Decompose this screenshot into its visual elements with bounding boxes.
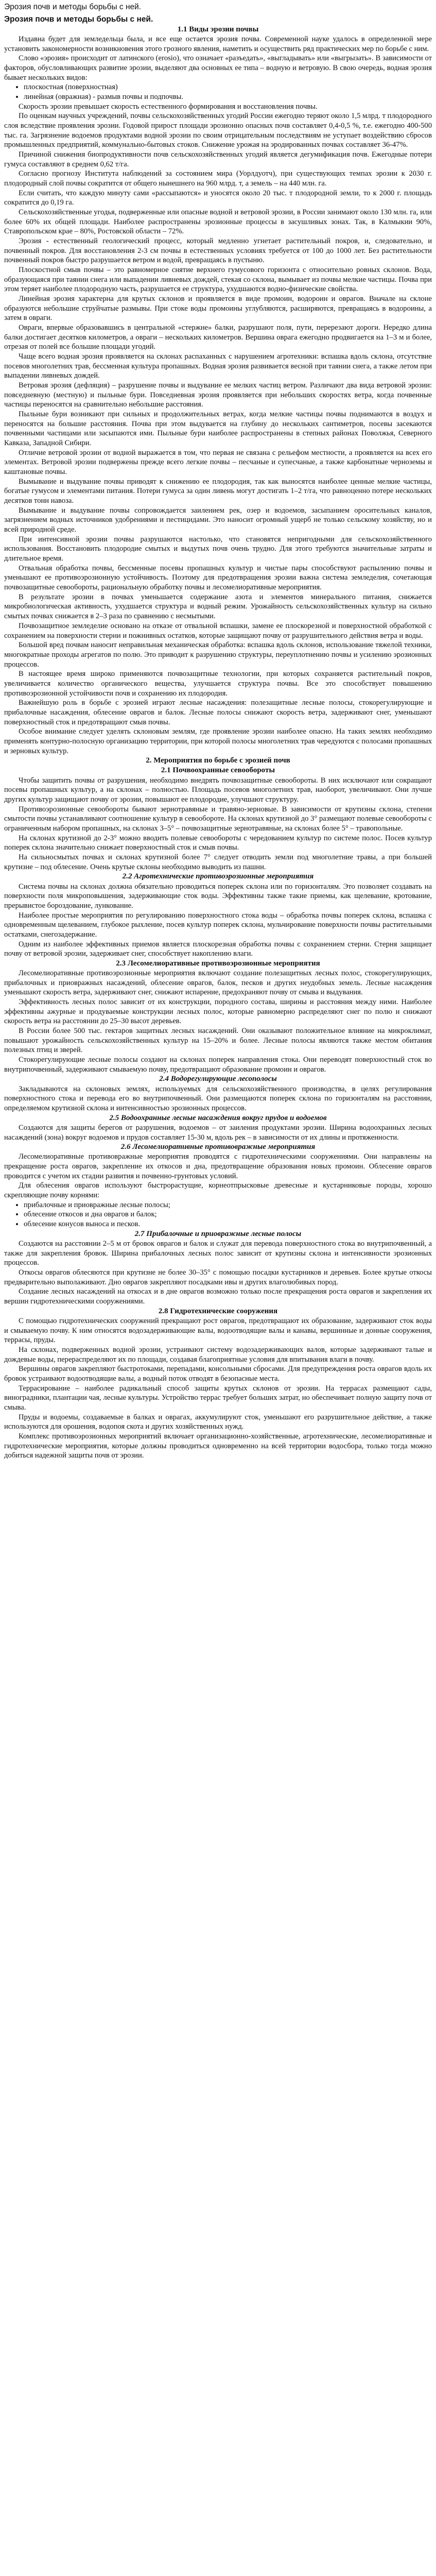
paragraph: Плоскостной смыв почвы – это равномерное снятие верхнего гумусового горизонта с относительно ровных склонов. Вода, образующаяся при таянии снега или выпадении ливневых дождей, стекая со склона, вымывает из почвы мелкие частицы. Почва при этом теряет наиболее плодородную часть, разрушается ее структура, ухудшаются водно-физические свойства. xyxy=(4,265,432,294)
paragraph: Откосы оврагов облесяются при крутизне не более 30–35° с помощью посадки кустарников и деревьев. Более крутые откосы предварительно выполаживают. Дно оврагов закрепляют посадками ивы и других влаголюбивых пород. xyxy=(4,1268,432,1286)
bullet-list xyxy=(4,82,432,101)
section-heading: 2.4 Водорегулирующие лесополосы xyxy=(159,1075,277,1083)
section-heading: 2.7 Прибалочные и приовражные лесные полосы xyxy=(134,1229,302,1238)
section-heading: 2.6 Лесомелиоративные противовражные мероприятия xyxy=(120,1143,316,1151)
paragraph: Одним из наиболее эффективных приемов является плоскорезная обработка почвы с сохранением стерни. Стерня защищает почву от ветровой эрозии, задерживает снег, способствует накоплению влаги. xyxy=(4,940,432,958)
paragraph: По оценкам научных учреждений, почвы сельскохозяйственных угодий России ежегодно теряют около 1,5 млрд. т плодородного слоя вследствие проявления эрозии. Годовой прирост площади эрозионно опасных почв составляет 0,4-0,5 %, т.е. ежегодно 400-500 тыс. га. Загрязнение водоемов продуктами водной эрозии по своим отрицательным последствиям не уступает воздействию сбросов промышленных предприятий, коммунально-бытовых стоков. Снижение урожая на эродированных почвах составляет 36-47%. xyxy=(4,112,432,149)
paragraph: Террасирование – наиболее радикальный способ защиты крутых склонов от эрозии. На террасах размещают сады, виноградники, плантации чая, лесные культуры. Устройство террас требует больших затрат, но обеспечивает полную защиту почв от смыва. xyxy=(4,1384,432,1412)
paragraph: Создание лесных насаждений на откосах и в дне оврагов возможно только после прекращения роста оврагов и закрепления их вершин гидротехническими сооружениями. xyxy=(4,1287,432,1306)
list-item: • облесение откосов и дна оврагов и балок; xyxy=(24,1210,432,1219)
paragraph: Причиной снижения биопродуктивности почв сельскохозяйственных угодий является дегумификация почв. Ежегодные потери гумуса составляют в среднем 0,62 т/га. xyxy=(4,150,432,168)
paragraph: Сельскохозяйственные угодья, подверженные или опасные водной и ветровой эрозии, в России занимают около 130 млн. га, или более 60% их общей площади. Наиболее распространены эрозионные процессы в засушливых зонах. Так, в Калмыкии 90%, Ставропольском крае – 80%, Ростовской области – 72%. xyxy=(4,208,432,236)
paragraph: Пруды и водоемы, создаваемые в балках и оврагах, аккумулируют сток, уменьшают его разрушительное действие, а также используются для орошения, водопоя скота и других хозяйственных нужд. xyxy=(4,1413,432,1431)
paragraph: Издавна будет для земледельца была, и все еще остается эрозия почва. Современной науке удалось в определенной мере установить закономерности возникновения этого грозного явления, наметить и осуществить ряд практических мер по борьбе с ним. xyxy=(4,35,432,53)
section-heading: 1.1 Виды эрозии почвы xyxy=(177,25,259,33)
paragraph: Чаще всего водная эрозия проявляется на склонах распаханных с нарушением агротехники: вспашка вдоль склона, отсутствие посевов многолетних трав, бессменная культура пропашных. Водная эрозия развивается весной при таянии снега, а также летом при выпадении ливневых дождей. xyxy=(4,352,432,380)
section-heading: 2.2 Агротехнические противоэрозионные мероприятия xyxy=(122,872,314,881)
paragraph: Стокорегулирующие лесные полосы создают на склонах поперек направления стока. Они переводят поверхностный сток во внутрипочвенный, задерживают смываемую почву, предотвращают образование промоин и оврагов. xyxy=(4,1056,432,1074)
section-heading: 2. Мероприятия по борьбе с эрозией почв xyxy=(146,756,290,765)
paragraph: Согласно прогнозу Института наблюдений за состоянием мира (Уорлдуотч), при существующих темпах эрозии к 2030 г. плодородный слой почвы сократится от общего нынешнего на 960 млрд. т, а земель – на 440 млн. га. xyxy=(4,170,432,188)
paragraph: Лесомелиоративные противоэрозионные мероприятия включают создание полезащитных лесных полос, стокорегулирующих, прибалочных и приовражных насаждений, облесение оврагов, балок, песков и других неудобных земель. Лесные насаждения уменьшают скорость ветра, задерживают снег, снижают испарение, предохраняют почву от смыва и выдувания. xyxy=(4,969,432,997)
section-heading: 2.8 Гидротехнические сооружения xyxy=(158,1307,278,1315)
paragraph: Отвальная обработка почвы, бессменные посевы пропашных культур и чистые пары способствуют распылению почвы и уменьшают ее противоэрозионную устойчивость. Поэтому для предотвращения эрозии важна система земледелия, сочетающая почвозащитные севообороты, рациональную обработку почвы и лесомелиоративные мероприятия. xyxy=(4,564,432,592)
page-title: Эрозия почв и методы борьбы с ней. xyxy=(4,3,142,11)
paragraph: Закладываются на склоновых землях, используемых для сельскохозяйственного производства, в целях регулирования поверхностного стока и перевода его во внутрипочвенный. Они размещаются поперек склона по горизонталям на расстоянии, определяемом крутизной склона и интенсивностью эрозионных процессов. xyxy=(4,1084,432,1112)
paragraph: Важнейшую роль в борьбе с эрозией играют лесные насаждения: полезащитные лесные полосы, стокорегулирующие и прибалочные насаждения, облесение оврагов и балок. Лесные полосы снижают скорость ветра, задерживают снег, уменьшают поверхностный сток и предотвращают смыв почвы. xyxy=(4,699,432,726)
paragraph: В настоящее время широко применяются почвозащитные технологии, при которых сохраняется растительный покров, увеличивается количество органического вещества, улучшается структура почвы. Все это способствует повышению противоэрозионной устойчивости почв и сохранению их плодородия. xyxy=(4,670,432,698)
paragraph: На склонах крутизной до 2-3° можно вводить полевые севообороты с чередованием культур по системе полос. Посев культур поперек склона значительно снижает поверхностный сток и смыв почвы. xyxy=(4,834,432,852)
list-item: • прибалочные и приовражные лесные полосы; xyxy=(24,1200,432,1210)
section-heading: 2.1 Почвоохранные севообороты xyxy=(161,766,275,775)
paragraph: Эрозия - естественный геологический процесс, который медленно угнетает растительный покров, и, следовательно, и почвенный покров. Для восстановления 2-3 см почвы в естественных условиях требуется от 100 до 1000 лет. Без растительности почвенный покров быстро разрушается ветром и водой, превращаясь в пустыню. xyxy=(4,236,432,265)
paragraph: В России более 500 тыс. гектаров защитных лесных насаждений. Они оказывают положительное влияние на микроклимат, повышают урожайность сельскохозяйственных культур на 15–20% и более. Лесные полосы являются также местом обитания полезных птиц и зверей. xyxy=(4,1027,432,1055)
section-heading: 2.5 Водоохранные лесные насаждения вокруг прудов и водоемов xyxy=(109,1113,327,1122)
paragraph: Эффективность лесных полос зависит от их конструкции, породного состава, ширины и расстояния между ними. Наиболее эффективны ажурные и продуваемые конструкции лесных полос, которые равномерно распределяют снег по полю и снижают скорость ветра на расстоянии до 25–30 высот деревьев. xyxy=(4,998,432,1026)
paragraph: Почвозащитное земледелие основано на отказе от отвальной вспашки, замене ее плоскорезной и поверхностной обработкой с сохранением на поверхности стерни и пожнивных остатков, которые защищают почву от разрушительного действия ветра и воды. xyxy=(4,621,432,640)
bullet-list xyxy=(4,1200,432,1229)
paragraph: При интенсивной эрозии почвы разрушаются настолько, что становятся непригодными для сельскохозяйственного использования. Восстановить плодородие смытых и выдутых почв очень трудно. Для этого требуются значительные затраты и длительное время. xyxy=(4,535,432,563)
paragraph: На сильносмытых почвах и склонах крутизной более 7° следует отводить земли под многолетние травы, а при большей крутизне – под облесение. Очень крутые склоны необходимо выводить из пашни. xyxy=(4,853,432,871)
page-subtitle: Эрозия почв и методы борьбы с ней. xyxy=(4,14,153,24)
paragraph: На склонах, подверженных водной эрозии, устраивают систему водозадерживающих валов, которые задерживают талые и дождевые воды, перераспределяют их по площади, создавая благоприятные условия для впитывания влаги в почву. xyxy=(4,1345,432,1364)
paragraph: Для облесения оврагов используют быстрорастущие, корнеотпрысковые древесные и кустарниковые породы, хорошо скрепляющие почву корнями: xyxy=(4,1181,432,1200)
paragraph: Лесомелиоративные противовражные мероприятия проводятся с гидротехническими сооружениями. Они направлены на прекращение роста оврагов, закрепление их откосов и дна, предотвращение образования новых промоин. Облесение оврагов проводится с учетом их стадии развития и почвенно-грунтовых условий. xyxy=(4,1153,432,1180)
document-body xyxy=(4,25,432,1461)
paragraph: Отличие ветровой эрозии от водной выражается в том, что первая не связана с рельефом местности, а проявляется на всех его элементах. Ветровой эрозии подвержены прежде всего легкие почвы – песчаные и супесчаные, а также карбонатные черноземы и каштановые почвы. xyxy=(4,448,432,477)
paragraph: Скорость эрозии превышает скорость естественного формирования и восстановления почвы. xyxy=(19,102,318,111)
paragraph: Овраги, впервые образовавшись в центральной «стержне» балки, разрушают поля, пути, перерезают дороги. Нередко длина балки достигает десятков километров, а овраги – нескольких километров. Вершина оврага ежегодно продвигается на 1–3 м и более, отрезая от полей все большие площади угодий. xyxy=(4,324,432,351)
section-heading: 2.3 Лесомелиоративные противоэрозионные мероприятия xyxy=(116,959,320,968)
paragraph: Чтобы защитить почвы от разрушения, необходимо внедрять почвозащитные севообороты. В них исключают или сокращают посевы пропашных культур, а на склонах – полностью. Площадь посевов многолетних трав, наоборот, увеличивают. Они лучше других культур защищают почву от эрозии, повышают ее плодородие, улучшают структуру. xyxy=(4,776,432,804)
paragraph: В результате эрозии в почвах уменьшается содержание азота и элементов минерального питания, снижается микробиологическая активность, ухудшается структура и водный режим. Урожайность сельскохозяйственных культур на сильно смытых почвах снижается в 2–3 раза по сравнению с несмытыми. xyxy=(4,592,432,621)
paragraph: Линейная эрозия характерна для крутых склонов и проявляется в виде промоин, водороин и оврагов. Вначале на склоне образуются небольшие струйчатые размывы. При стоке воды промоины углубляются, расширяются, превращаясь в водороины, а затем в овраги. xyxy=(4,294,432,323)
paragraph: Особое внимание следует уделять склоновым землям, где проявление эрозии наиболее опасно. На таких землях необходимо применять контурно-полосную организацию территории, при которой полосы многолетних трав чередуются с полосами пропашных и зерновых культур. xyxy=(4,727,432,755)
paragraph: Вымывание и выдувание почвы сопровождается заилением рек, озер и водоемов, засыпанием оросительных каналов, загрязнением водных источников удобрениями и пестицидами. Это наносит огромный ущерб не только сельскому хозяйству, но и всей природной среде. xyxy=(4,506,432,534)
paragraph: Слово «эрозия» происходит от латинского (erosio), что означает «разъедать», «выгладывать» или «выгрызать». В зависимости от факторов, обусловливающих развитие эрозии, выделяют два основных ее типа – водную и ветровую. В свою очередь, водная эрозия бывает нескольких видов: xyxy=(4,54,432,82)
paragraph: Система почвы на склонах должна обязательно проводиться поперек склона или по горизонталям. Это позволяет создавать на поверхности поля микроповышения, задерживающие сток воды. Эффективны также такие приемы, как щелевание, кротование, прерывистое бороздование, лункование. xyxy=(4,882,432,910)
list-item: • линейная (овражная) - размыв почвы и подпочвы. xyxy=(24,92,432,102)
paragraph: Создаются на расстоянии 2–5 м от бровок оврагов и балок и служат для перевода поверхностного стока во внутрипочвенный, а также для закрепления бровок. Ширина прибалочных лесных полос зависит от крутизны склона и интенсивности эрозионных процессов. xyxy=(4,1239,432,1267)
paragraph: Создаются для защиты берегов от разрушения, водоемов – от заиления продуктами эрозии. Ширина водоохранных лесных насаждений (зона) вокруг водоемов и прудов составляет 15-30 м, вдоль рек – в зависимости от их длины и протяженности. xyxy=(4,1123,432,1142)
paragraph: Наиболее простые мероприятия по регулированию поверхностного стока воды – обработка почвы поперек склона, вспашка с одновременным щелеванием, глубокое рыхление, посев культур поперек склона, мульчирование поверхности почвы растительными остатками, снегозадержание. xyxy=(4,911,432,939)
paragraph: Большой вред почвам наносит неправильная механическая обработка: вспашка вдоль склонов, использование тяжелой техники, многократные проходы агрегатов по полю. Это приводит к разрушению структуры, переуплотнению почвы и усилению эрозионных процессов. xyxy=(4,641,432,669)
list-item: • плоскостная (поверхностная) xyxy=(24,82,432,92)
paragraph: Вершины оврагов закрепляют быстротоками, перепадами, консольными сбросами. Для предупреждения роста оврагов вдоль их бровок устраивают водоотводящие валы, а водный поток отводят в безопасные места. xyxy=(4,1365,432,1383)
paragraph: Комплекс противоэрозионных мероприятий включает организационно-хозяйственные, агротехнические, лесомелиоративные и гидротехнические мероприятия, которые должны проводиться одновременно на всей территории водосбора, только тогда можно добиться надежной защиты почв от эрозии. xyxy=(4,1432,432,1460)
paragraph: Если считать, что каждую минуту сами «рассыпаются» и уносятся около 20 тыс. т плодородной земли, то к 2000 г. площадь сократится до 0,19 га. xyxy=(4,189,432,207)
paragraph: Вымывание и выдувание почвы приводят к снижению ее плодородия, так как выносятся наиболее ценные мелкие частицы, богатые гумусом и элементами питания. Потери гумуса за один ливень могут достигать 1–2 т/га, что равноценно потере нескольких десятков тонн навоза. xyxy=(4,477,432,505)
paragraph: Пыльные бури возникают при сильных и продолжительных ветрах, когда мелкие частицы почвы поднимаются в воздух и переносятся на большие расстояния. Почва при этом выдувается на глубину до нескольких сантиметров, посевы засекаются почвенными частицами или засыпаются ими. Пыльные бури наиболее распространены в степных районах Поволжья, Северного Кавказа, Западной Сибири. xyxy=(4,410,432,448)
paragraph: Ветровая эрозия (дефляция) – разрушение почвы и выдувание ее мелких частиц ветром. Различают два вида ветровой эрозии: повседневную (местную) и пыльные бури. Повседневная эрозия проявляется при небольших скоростях ветра, когда почвенные частицы переносятся на сравнительно небольшие расстояния. xyxy=(4,381,432,409)
list-item: • облесение конусов выноса и песков. xyxy=(24,1219,432,1229)
paragraph: Противоэрозионные севообороты бывают зернотравяные и травяно-зерновые. В зависимости от крутизны склона, степени смытости почвы устанавливают соотношение культур в севообороте. На склонах крутизной до 3° размещают полевые севообороты с ограниченным набором пропашных, на склонах 3–5° – почвозащитные зернотравяные, на склонах более 5° – травопольные. xyxy=(4,805,432,833)
paragraph: С помощью гидротехнических сооружений прекращают рост оврагов, предотвращают их образование, задерживают сток воды и смываемую почву. К ним относятся водозадерживающие валы, водоотводящие валы и канавы, вершинные и донные сооружения, террасы, пруды. xyxy=(4,1316,432,1345)
